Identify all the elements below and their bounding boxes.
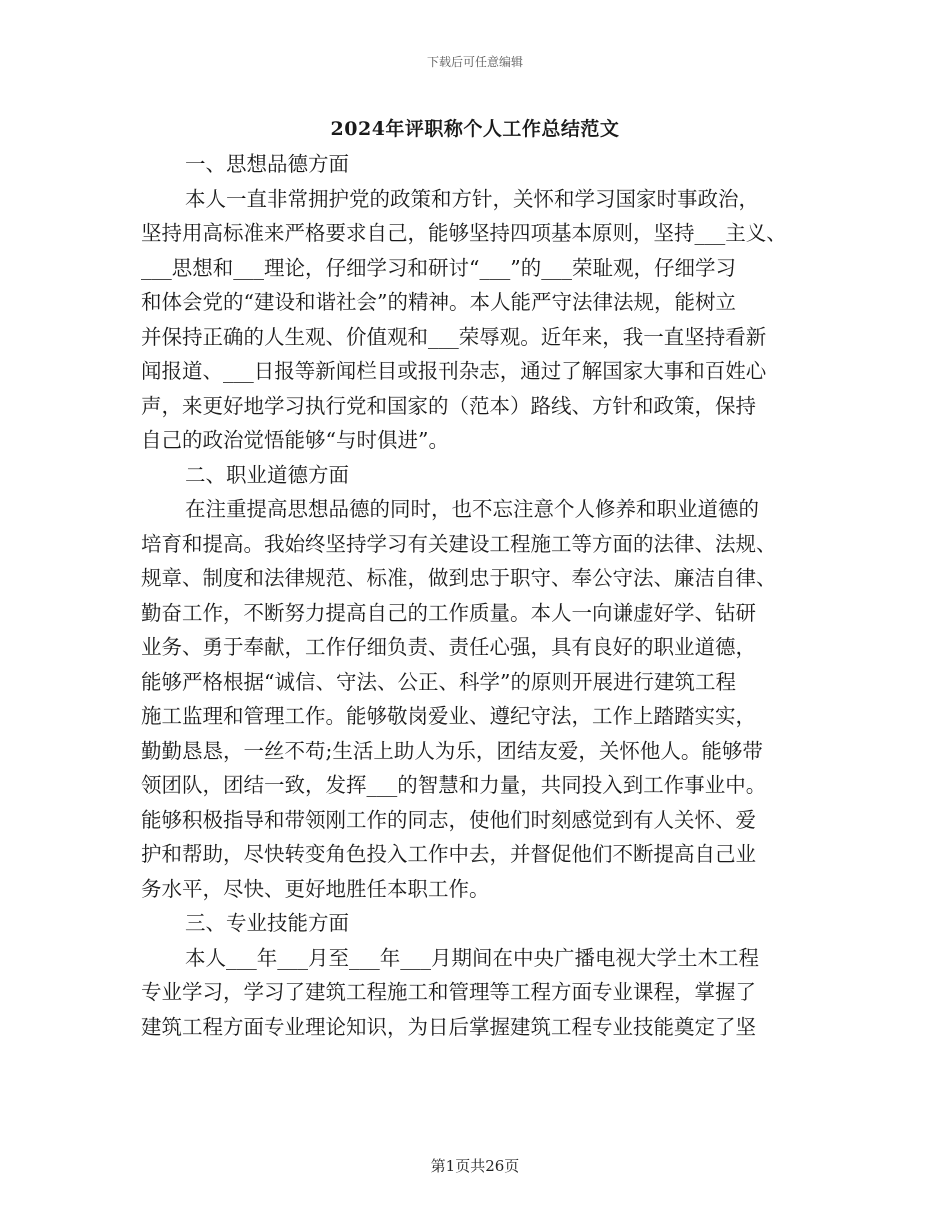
text-line: 三、专业技能方面: [185, 911, 349, 935]
text-line: 培育和提高。我始终坚持学习有关建设工程施工等方面的法律、法规、: [141, 531, 777, 556]
text-line: 专业学习，学习了建筑工程施工和管理等工程方面专业课程，掌握了: [141, 980, 756, 1004]
text-line: 自己的政治觉悟能够“与时俱进”。: [141, 428, 449, 452]
text-line: 建筑工程方面专业理论知识，为日后掌握建筑工程专业技能奠定了坚: [141, 1014, 756, 1039]
text-line: 本人___年___月至___年___月期间在中央广播电视大学土木工程: [185, 945, 759, 970]
text-line: 能够严格根据“诚信、守法、公正、科学”的原则开展进行建筑工程: [141, 669, 736, 694]
text-line: 护和帮助，尽快转变角色投入工作中去，并督促他们不断提高自己业: [141, 842, 756, 866]
text-line: 和体会党的“建设和谐社会”的精神。本人能严守法律法规，能树立: [141, 290, 736, 314]
text-line: 本人一直非常拥护党的政策和方针，关怀和学习国家时事政治，: [185, 186, 759, 211]
text-line: 并保持正确的人生观、价值观和___荣辱观。近年来，我一直坚持看新: [141, 324, 767, 349]
text-line: 一、思想品德方面: [185, 152, 349, 176]
text-line: 二、职业道德方面: [185, 462, 349, 487]
document-title: 2024年评职称个人工作总结范文: [330, 118, 620, 140]
text-line: 坚持用高标准来严格要求自己，能够坚持四项基本原则，坚持___主义、: [141, 221, 787, 245]
header-note: 下载后可任意编辑: [426, 55, 523, 69]
page-footer: 第1页共26页: [430, 1157, 520, 1175]
text-line: ___思想和___理论，仔细学习和研讨“___”的___荣耻观，仔细学习: [141, 255, 736, 280]
text-line: 业务、勇于奉献，工作仔细负责、责任心强，具有良好的职业道德，: [141, 635, 756, 659]
text-line: 规章、制度和法律规范、标准，做到忠于职守、奉公守法、廉洁自律、: [141, 566, 777, 590]
text-line: 勤勤恳恳，一丝不苟;生活上助人为乐，团结友爱，关怀他人。能够带: [141, 738, 763, 763]
text-line: 闻报道、___日报等新闻栏目或报刊杂志，通过了解国家大事和百姓心: [141, 359, 767, 383]
text-line: 施工监理和管理工作。能够敬岗爱业、遵纪守法，工作上踏踏实实，: [141, 704, 756, 728]
text-line: 勤奋工作，不断努力提高自己的工作质量。本人一向谦虚好学、钻研: [141, 600, 756, 625]
text-line: 领团队，团结一致，发挥___的智慧和力量，共同投入到工作事业中。: [141, 773, 767, 797]
text-line: 务水平，尽快、更好地胜任本职工作。: [141, 876, 490, 901]
document-body: [141, 147, 831, 1044]
text-line: 能够积极指导和带领刚工作的同志，使他们时刻感觉到有人关怀、爱: [141, 807, 756, 832]
text-line: 声，来更好地学习执行党和国家的（范本）路线、方针和政策，保持: [141, 393, 756, 418]
text-line: 在注重提高思想品德的同时，也不忘注意个人修养和职业道德的: [185, 497, 759, 521]
